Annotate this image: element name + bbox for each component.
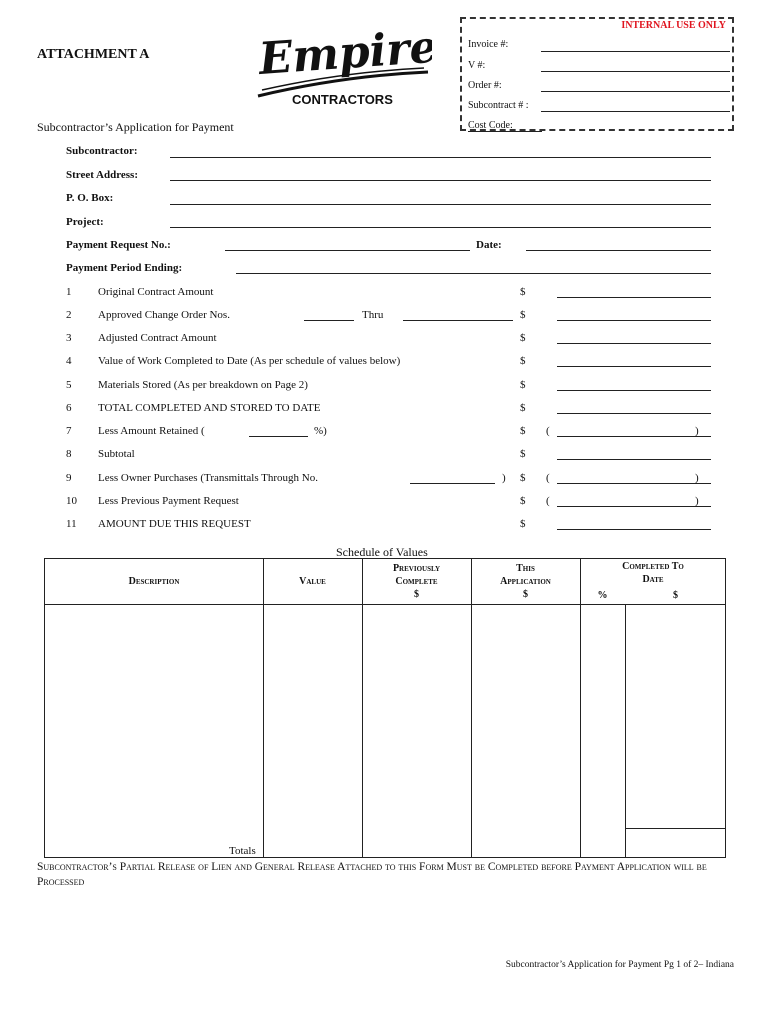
- item-1-dollar: $: [520, 286, 526, 298]
- project-field[interactable]: [170, 227, 711, 228]
- item-10-dollar: $: [520, 495, 526, 507]
- col-previous-label: Previously Complete: [392, 563, 441, 587]
- project-label: Project:: [66, 216, 104, 228]
- item-2-number: 2: [66, 309, 72, 321]
- item-9-suffix: ): [502, 472, 506, 484]
- item-2-label: Approved Change Order Nos.: [98, 309, 230, 321]
- vendor-field[interactable]: [541, 71, 730, 72]
- item-6-label: TOTAL COMPLETED AND STORED TO DATE: [98, 402, 321, 414]
- po-box-label: P. O. Box:: [66, 192, 114, 204]
- item-3-amount-field[interactable]: [557, 343, 711, 344]
- order-field[interactable]: [541, 91, 730, 92]
- col-divider-3: [471, 559, 472, 857]
- period-ending-label: Payment Period Ending:: [66, 262, 183, 274]
- col-divider-4: [580, 559, 581, 857]
- subcontractor-label: Subcontractor:: [66, 145, 138, 157]
- item-6-number: 6: [66, 402, 72, 414]
- item-1-number: 1: [66, 286, 72, 298]
- col-this-label: This Application: [500, 563, 551, 587]
- vendor-label: V #:: [468, 60, 486, 71]
- col-divider-5: [625, 604, 626, 857]
- item-5-number: 5: [66, 379, 72, 391]
- schedule-of-values-table: [44, 558, 726, 858]
- item-10-number: 10: [66, 495, 77, 507]
- date-label: Date:: [476, 239, 502, 251]
- item-7-amount-field[interactable]: [557, 436, 711, 437]
- cost-code-label: Cost Code:: [468, 120, 513, 131]
- item-5-label: Materials Stored (As per breakdown on Page 2): [98, 379, 308, 391]
- subcontract-label: Subcontract # :: [468, 100, 529, 111]
- item-7-dollar: $: [520, 425, 526, 437]
- col-completed-to-date: [580, 560, 726, 586]
- release-note: Subcontractor’s Partial Release of Lien and General Release Attached to this Form Must be Completed before Payment Application will be Processed: [37, 861, 707, 888]
- empire-logo-graphic: [252, 26, 432, 110]
- col-completed-percent: %: [597, 590, 608, 601]
- schedule-title: Schedule of Values: [336, 545, 428, 559]
- item-9-label: Less Owner Purchases (Transmittals Through No.: [98, 472, 318, 484]
- col-completed-label: Completed To Date: [622, 561, 684, 585]
- item-8-label: Subtotal: [98, 448, 135, 460]
- item-7-suffix: %): [314, 425, 327, 437]
- table-header-divider: [45, 604, 725, 605]
- item-4-label: Value of Work Completed to Date (As per schedule of values below): [98, 355, 401, 367]
- transmittals-field[interactable]: [410, 483, 495, 484]
- item-7-number: 7: [66, 425, 72, 437]
- item-5-dollar: $: [520, 379, 526, 391]
- item-3-number: 3: [66, 332, 72, 344]
- col-this-application: [471, 562, 580, 601]
- item-6-amount-field[interactable]: [557, 413, 711, 414]
- col-completed-dollar: $: [673, 590, 678, 601]
- item-10-close-paren: ): [695, 495, 699, 507]
- col-description: Description: [128, 576, 180, 587]
- date-field[interactable]: [526, 250, 711, 251]
- col-value: Value: [299, 576, 326, 587]
- change-order-from-field[interactable]: [304, 320, 354, 321]
- street-address-field[interactable]: [170, 180, 711, 181]
- item-6-dollar: $: [520, 402, 526, 414]
- order-label: Order #:: [468, 80, 502, 91]
- col-previous-dollar: $: [414, 589, 419, 600]
- item-11-label: AMOUNT DUE THIS REQUEST: [98, 518, 251, 530]
- item-9-close-paren: ): [695, 472, 699, 484]
- attachment-label: ATTACHMENT A: [37, 47, 150, 62]
- totals-label: Totals: [229, 845, 256, 857]
- item-11-amount-field[interactable]: [557, 529, 711, 530]
- col-this-dollar: $: [523, 589, 528, 600]
- item-2-thru: Thru: [362, 309, 384, 321]
- item-1-amount-field[interactable]: [557, 297, 711, 298]
- logo-sub: CONTRACTORS: [292, 92, 393, 107]
- item-7-open-paren: (: [546, 425, 550, 437]
- item-3-label: Adjusted Contract Amount: [98, 332, 217, 344]
- form-subtitle: Subcontractor’s Application for Payment: [37, 120, 234, 134]
- change-order-thru-field[interactable]: [403, 320, 513, 321]
- cost-code-field[interactable]: [468, 131, 542, 132]
- col-divider-1: [263, 559, 264, 857]
- internal-use-title: INTERNAL USE ONLY: [621, 20, 726, 31]
- item-10-amount-field[interactable]: [557, 506, 711, 507]
- item-8-amount-field[interactable]: [557, 459, 711, 460]
- invoice-label: Invoice #:: [468, 39, 509, 50]
- item-9-dollar: $: [520, 472, 526, 484]
- item-9-amount-field[interactable]: [557, 483, 711, 484]
- item-8-dollar: $: [520, 448, 526, 460]
- item-9-open-paren: (: [546, 472, 550, 484]
- item-5-amount-field[interactable]: [557, 390, 711, 391]
- payment-request-field[interactable]: [225, 250, 470, 251]
- item-4-dollar: $: [520, 355, 526, 367]
- item-4-number: 4: [66, 355, 72, 367]
- invoice-field[interactable]: [541, 51, 730, 52]
- subcontract-field[interactable]: [541, 111, 730, 112]
- item-2-amount-field[interactable]: [557, 320, 711, 321]
- street-address-label: Street Address:: [66, 169, 139, 181]
- totals-divider: [625, 828, 725, 829]
- retained-percent-field[interactable]: [249, 436, 308, 437]
- item-4-amount-field[interactable]: [557, 366, 711, 367]
- col-previous-complete: [362, 562, 471, 601]
- item-7-label: Less Amount Retained (: [98, 425, 205, 437]
- empire-logo: [252, 26, 432, 110]
- item-11-dollar: $: [520, 518, 526, 530]
- item-9-number: 9: [66, 472, 72, 484]
- item-1-label: Original Contract Amount: [98, 286, 214, 298]
- item-2-dollar: $: [520, 309, 526, 321]
- logo-brand: Empire: [257, 26, 432, 85]
- po-box-field[interactable]: [170, 204, 711, 205]
- item-10-open-paren: (: [546, 495, 550, 507]
- internal-use-box: [460, 17, 734, 131]
- item-10-label: Less Previous Payment Request: [98, 495, 239, 507]
- item-7-close-paren: ): [695, 425, 699, 437]
- payment-request-label: Payment Request No.:: [66, 239, 171, 251]
- item-11-number: 11: [66, 518, 77, 530]
- page-footer: Subcontractor’s Application for Payment Pg 1 of 2– Indiana: [505, 960, 734, 970]
- item-3-dollar: $: [520, 332, 526, 344]
- col-divider-2: [362, 559, 363, 857]
- item-8-number: 8: [66, 448, 72, 460]
- period-ending-field[interactable]: [236, 273, 711, 274]
- subcontractor-field[interactable]: [170, 157, 711, 158]
